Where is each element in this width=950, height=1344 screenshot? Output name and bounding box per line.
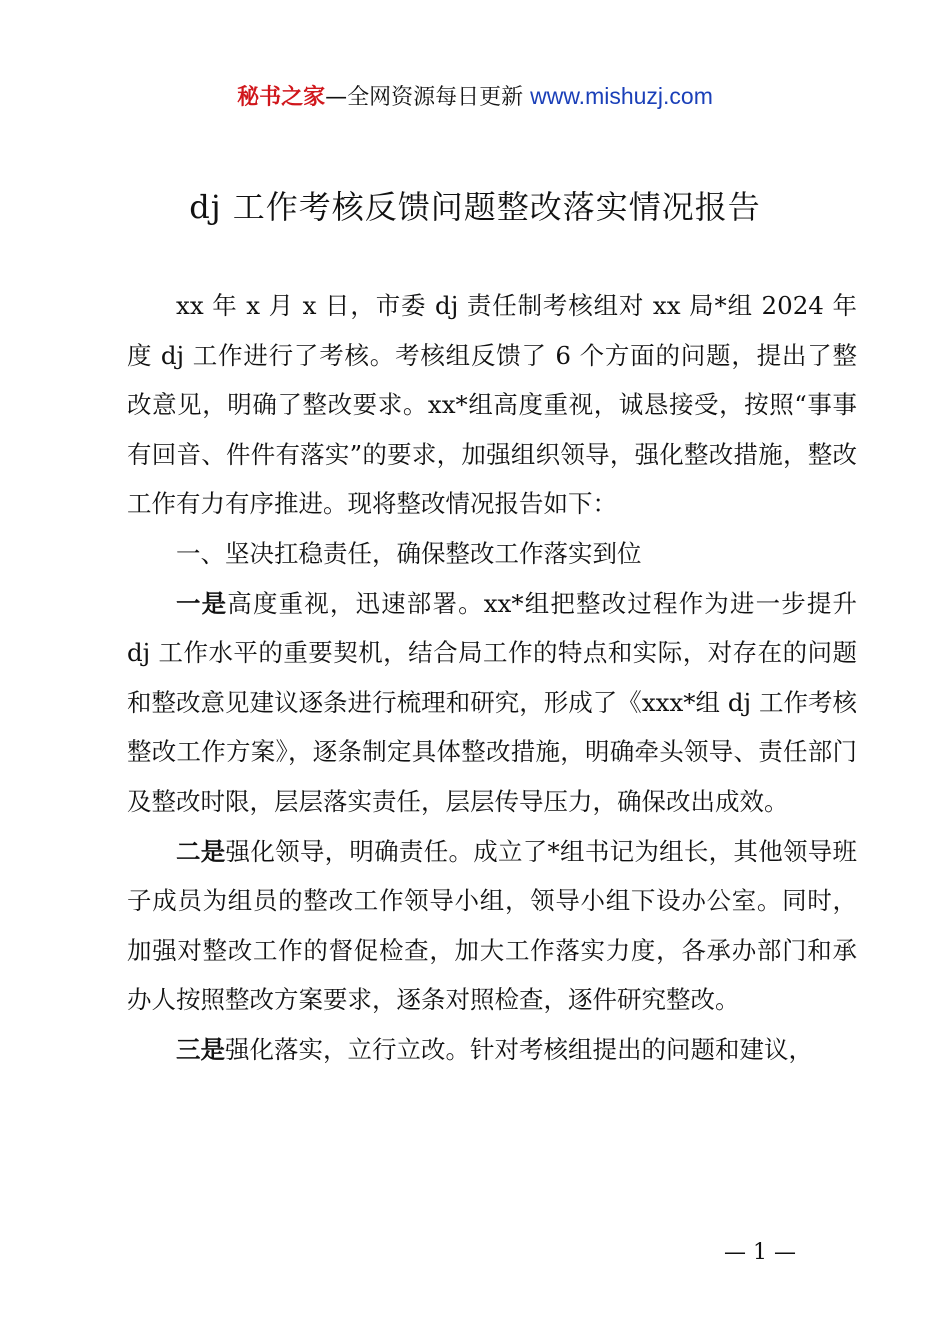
page-number: — 1 — [724, 1240, 796, 1265]
paragraph-1 [127, 579, 857, 827]
intro-paragraph: xx 年 x 月 x 日，市委 dj 责任制考核组对 xx 局*组 2024 年度 dj 工作进行了考核。考核组反馈了 6 个方面的问题，提出了整改意见，明确了整改要求。xx*组高度重视，诚恳接受，按照“事事有回音、件件有落实”的要求，加强组织领导，强化整改措施，整改工作有力有序推进。现将整改情况报告如下： [127, 291, 857, 519]
document-title: dj 工作考核反馈问题整改落实情况报告 [189, 188, 761, 226]
paragraph-1-lead: 一是 [176, 588, 228, 618]
site-tagline: —全网资源每日更新 [325, 85, 531, 110]
paragraph-2-text: 强化领导，明确责任。成立了*组书记为组长，其他领导班子成员为组员的整改工作领导小组，领导小组下设办公室。同时，加强对整改工作的督促检查，加大工作落实力度，各承办部门和承办人按照整改方案要求，逐条对照检查，逐件研究整改。 [127, 836, 858, 1015]
site-url-link[interactable]: www.mishuzj.com [530, 83, 713, 109]
paragraph-1-text: 高度重视，迅速部署。xx*组把整改过程作为进一步提升 dj 工作水平的重要契机，结合局工作的特点和实际，对存在的问题和整改意见建议逐条进行梳理和研究，形成了《xxx*组 dj 工作考核整改工作方案》，逐条制定具体整改措施，明确牵头领导、责任部门及整改时限，层层落实责任，层层传导压力，确保改出成效。 [127, 588, 857, 816]
paragraph-2 [127, 827, 857, 1025]
paragraph-2-lead: 二是 [176, 836, 226, 866]
paragraph-3 [127, 1025, 857, 1075]
paragraph-3-text: 强化落实，立行立改。针对考核组提出的问题和建议， [225, 1034, 813, 1064]
site-brand: 秘书之家 [237, 85, 326, 110]
site-header [0, 80, 950, 111]
paragraph-3-lead: 三是 [176, 1034, 225, 1064]
section-heading: 一、坚决扛稳责任，确保整改工作落实到位 [176, 538, 642, 568]
document-body [127, 281, 857, 1075]
